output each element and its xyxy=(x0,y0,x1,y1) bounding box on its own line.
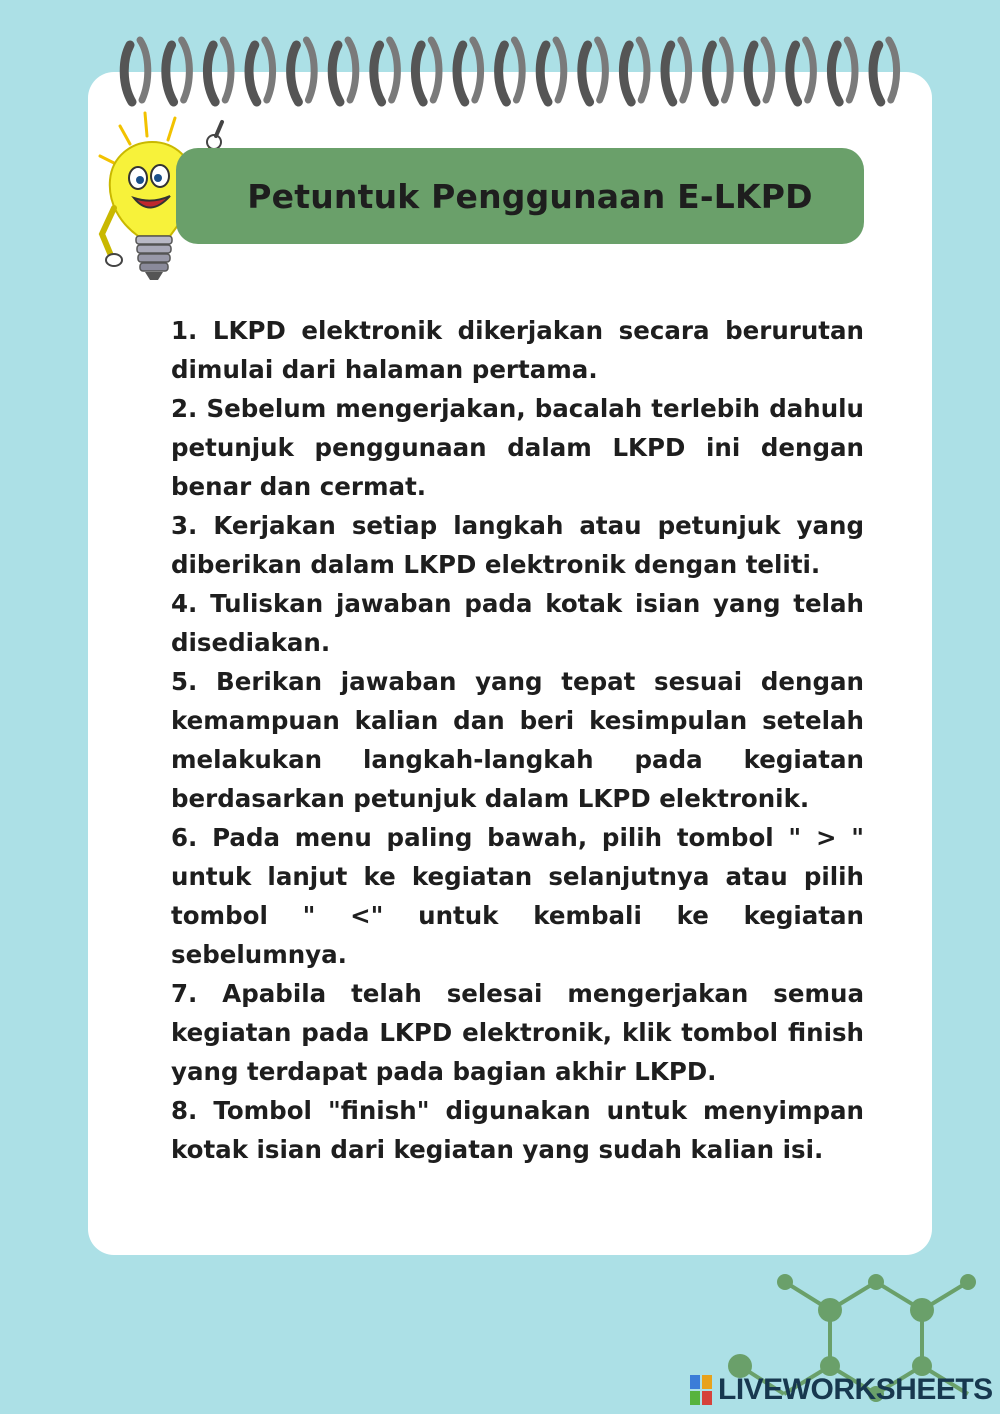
spiral-ring-back xyxy=(223,40,231,100)
liveworksheets-logo-icon xyxy=(690,1375,712,1405)
spiral-ring xyxy=(124,45,132,102)
instruction-list xyxy=(171,311,864,1169)
spiral-ring-back xyxy=(306,40,314,100)
spiral-ring-back xyxy=(889,40,897,100)
spiral-ring-back xyxy=(431,40,439,100)
instruction-item: 6. Pada menu paling bawah, pilih tombol " > " untuk lanjut ke kegiatan selanjutnya atau pilih tombol " <" untuk kembali ke kegiatan sebelumnya. xyxy=(171,823,864,969)
spiral-ring xyxy=(499,45,507,102)
spiral-ring xyxy=(332,45,340,102)
spiral-ring-back xyxy=(681,40,689,100)
spiral-ring xyxy=(207,45,215,102)
spiral-ring-back xyxy=(182,40,190,100)
spiral-ring-back xyxy=(348,40,356,100)
spiral-ring xyxy=(291,45,299,102)
instruction-item: 8. Tombol "finish" digunakan untuk menyimpan kotak isian dari kegiatan yang sudah kalian isi. xyxy=(171,1096,864,1164)
liveworksheets-watermark xyxy=(690,1372,993,1408)
spiral-ring-back xyxy=(556,40,564,100)
spiral-ring xyxy=(166,45,174,102)
spiral-ring xyxy=(665,45,673,102)
title-banner xyxy=(176,148,864,244)
page-title: Petuntuk Penggunaan E-LKPD xyxy=(247,176,813,216)
spiral-ring xyxy=(415,45,423,102)
spiral-ring-back xyxy=(390,40,398,100)
spiral-ring-back xyxy=(140,40,148,100)
spiral-ring-back xyxy=(598,40,606,100)
spiral-ring-back xyxy=(514,40,522,100)
instruction-item: 1. LKPD elektronik dikerjakan secara berurutan dimulai dari halaman pertama. xyxy=(171,316,864,384)
spiral-ring xyxy=(790,45,798,102)
instruction-item: 5. Berikan jawaban yang tepat sesuai dengan kemampuan kalian dan beri kesimpulan setelah melakukan langkah-langkah pada kegiatan berdasarkan petunjuk dalam LKPD elektronik. xyxy=(171,667,864,813)
spiral-ring-back xyxy=(722,40,730,100)
spiral-ring-back xyxy=(473,40,481,100)
spiral-ring xyxy=(582,45,590,102)
spiral-ring xyxy=(831,45,839,102)
spiral-ring xyxy=(249,45,257,102)
spiral-ring xyxy=(457,45,465,102)
spiral-ring xyxy=(623,45,631,102)
spiral-ring xyxy=(374,45,382,102)
spiral-ring xyxy=(707,45,715,102)
instruction-item: 4. Tuliskan jawaban pada kotak isian yang telah disediakan. xyxy=(171,589,864,657)
instruction-item: 7. Apabila telah selesai mengerjakan semua kegiatan pada LKPD elektronik, klik tombol finish yang terdapat pada bagian akhir LKPD. xyxy=(171,979,864,1086)
spiral-ring-back xyxy=(806,40,814,100)
spiral-ring-back xyxy=(847,40,855,100)
instruction-item: 3. Kerjakan setiap langkah atau petunjuk yang diberikan dalam LKPD elektronik dengan teliti. xyxy=(171,511,864,579)
spiral-ring-back xyxy=(764,40,772,100)
instruction-item: 2. Sebelum mengerjakan, bacalah terlebih dahulu petunjuk penggunaan dalam LKPD ini dengan benar dan cermat. xyxy=(171,394,864,501)
spiral-ring-back xyxy=(639,40,647,100)
spiral-ring xyxy=(748,45,756,102)
spiral-ring xyxy=(540,45,548,102)
watermark-text: LIVEWORKSHEETS xyxy=(718,1373,993,1406)
spiral-ring xyxy=(873,45,881,102)
spiral-ring-back xyxy=(265,40,273,100)
